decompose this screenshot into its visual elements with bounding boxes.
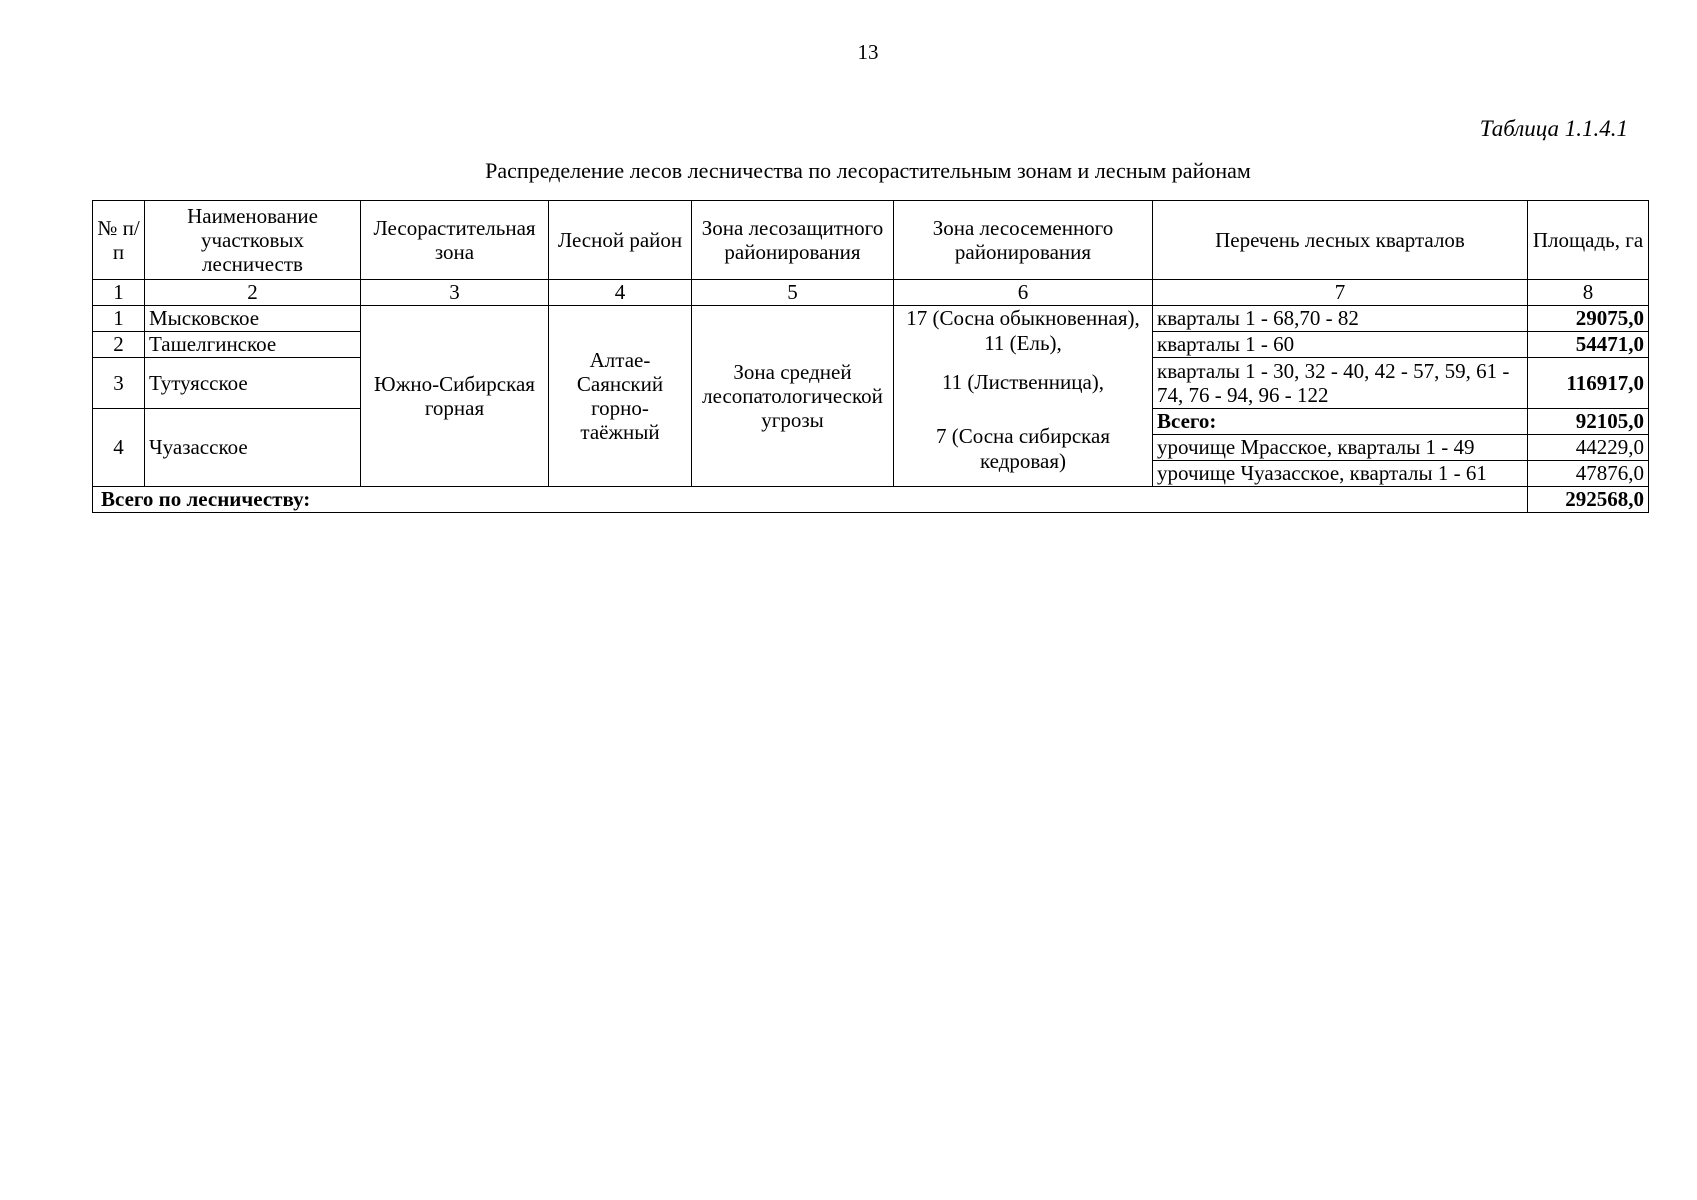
column-number: 5: [692, 280, 894, 306]
seed-zone-cell: [894, 306, 1153, 487]
forestry-name: Чуазасское: [145, 409, 361, 487]
row-number: 3: [93, 358, 145, 409]
table-caption: Таблица 1.1.4.1: [1479, 116, 1628, 141]
column-number: 4: [549, 280, 692, 306]
quarters-cell: кварталы 1 - 60: [1153, 332, 1528, 358]
table-title: Распределение лесов лесничества по лесорастительным зонам и лесным районам: [485, 158, 1251, 183]
column-number: 7: [1153, 280, 1528, 306]
quarters-cell: урочище Чуазасское, кварталы 1 - 61: [1153, 461, 1528, 487]
total-label: Всего по лесничеству:: [93, 487, 1528, 513]
subtotal-label: Всего:: [1153, 409, 1528, 435]
column-number: 2: [145, 280, 361, 306]
quarters-cell: урочище Мрасское, кварталы 1 - 49: [1153, 435, 1528, 461]
forest-distribution-table: [92, 200, 1649, 513]
header-cell-forest-zone: Лесорастительная зона: [361, 201, 549, 280]
header-cell-seed-zone: Зона лесосеменного районирования: [894, 201, 1153, 280]
header-cell-num: № п/п: [93, 201, 145, 280]
forestry-name: Мысковское: [145, 306, 361, 332]
row-number: 1: [93, 306, 145, 332]
header-cell-name: Наименование участковых лесничеств: [145, 201, 361, 280]
seed-zone-line: 11 (Ель),: [984, 331, 1062, 356]
total-row: [93, 487, 1649, 513]
forestry-name: Тутуясское: [145, 358, 361, 409]
area-cell: 44229,0: [1528, 435, 1649, 461]
row-number: 4: [93, 409, 145, 487]
area-cell: 116917,0: [1528, 358, 1649, 409]
seed-zone-line: 11 (Лиственница),: [941, 370, 1105, 395]
area-cell: 29075,0: [1528, 306, 1649, 332]
quarters-cell: кварталы 1 - 30, 32 - 40, 42 - 57, 59, 61 - 74, 76 - 94, 96 - 122: [1153, 358, 1528, 409]
column-numbers-row: [93, 280, 1649, 306]
total-area: 292568,0: [1528, 487, 1649, 513]
header-cell-area: Площадь, га: [1528, 201, 1649, 280]
header-cell-protection-zone: Зона лесозащитного районирования: [692, 201, 894, 280]
column-number: 6: [894, 280, 1153, 306]
forest-district-cell: Алтае-Саянский горно-таёжный: [549, 306, 692, 487]
table-row: [93, 306, 1649, 332]
column-number: 3: [361, 280, 549, 306]
seed-zone-line: 17 (Сосна обыкновенная),: [906, 306, 1140, 330]
forestry-name: Ташелгинское: [145, 332, 361, 358]
forest-zone-cell: Южно-Сибирская горная: [361, 306, 549, 487]
header-cell-forest-district: Лесной район: [549, 201, 692, 280]
area-cell: 54471,0: [1528, 332, 1649, 358]
header-row: [93, 201, 1649, 280]
area-cell: 47876,0: [1528, 461, 1649, 487]
row-number: 2: [93, 332, 145, 358]
subtotal-area: 92105,0: [1528, 409, 1649, 435]
protection-zone-cell: Зона средней лесопатологической угрозы: [692, 306, 894, 487]
quarters-cell: кварталы 1 - 68,70 - 82: [1153, 306, 1528, 332]
page-number: 13: [857, 40, 879, 64]
header-cell-quarters: Перечень лесных кварталов: [1153, 201, 1528, 280]
seed-zone-line: 7 (Сосна сибирская кедровая): [935, 423, 1111, 473]
column-number: 8: [1528, 280, 1649, 306]
column-number: 1: [93, 280, 145, 306]
